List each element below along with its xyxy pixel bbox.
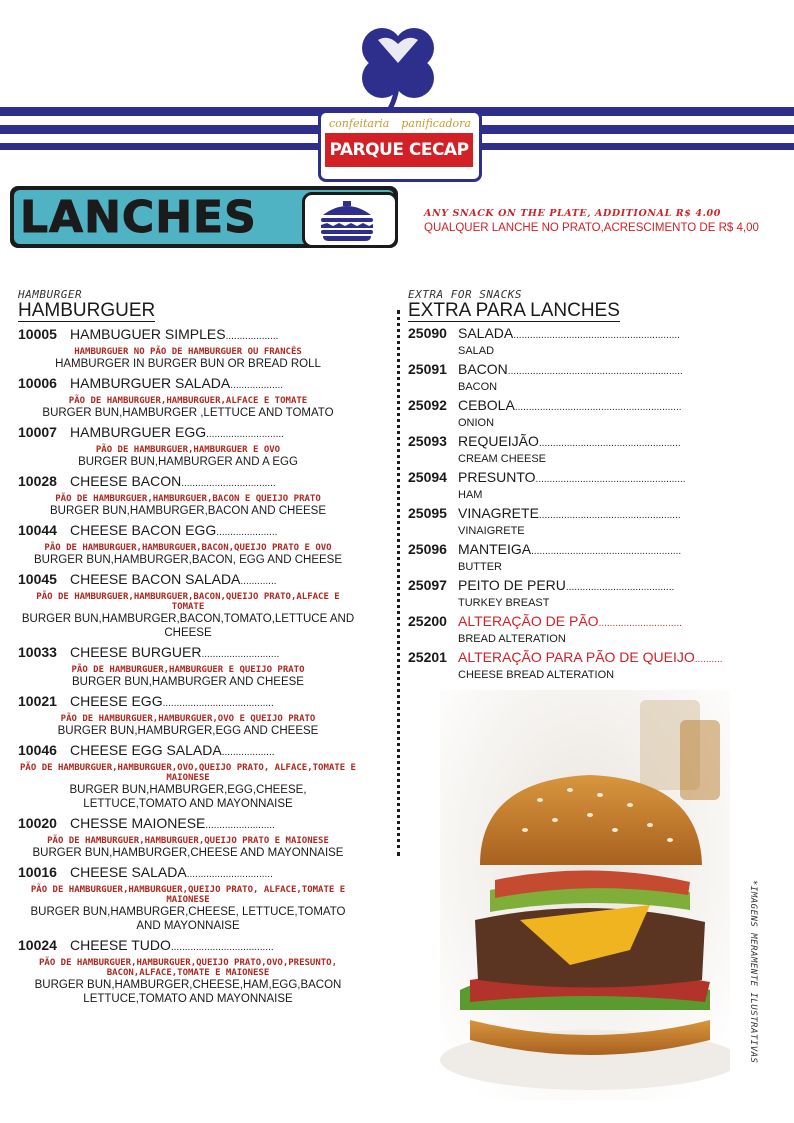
extra-name: BACON	[458, 361, 508, 377]
extra-code: 25092	[408, 397, 447, 413]
plate-note-en: ANY SNACK ON THE PLATE, ADDITIONAL R$ 4.00	[424, 208, 721, 219]
leader-dots: ............................................................	[514, 402, 682, 413]
section-title: LANCHES	[20, 192, 257, 243]
item-name: CHEESE BACON EGG	[70, 522, 217, 538]
menu-item	[18, 424, 398, 469]
leader-dots: ..............................	[598, 618, 682, 629]
leader-dots: ............................	[201, 649, 280, 660]
leader-dots: ............................	[206, 429, 284, 440]
extras-section	[408, 288, 738, 682]
extra-item-line	[408, 433, 738, 452]
item-code: 10005	[18, 326, 57, 342]
item-description-pt: PÃO DE HAMBURGUER,HAMBURGUER,QUEIJO PRATO,OVO,PRESUNTO, BACON,ALFACE,TOMATE E MAIONESE	[38, 958, 337, 978]
item-code: 10016	[18, 864, 57, 880]
leader-dots: ......................................................	[531, 546, 682, 557]
item-name: CHEESE SALADA	[70, 864, 187, 880]
leader-dots: ...................	[230, 380, 284, 391]
extra-item	[408, 577, 738, 610]
item-description-en: BURGER BUN,HAMBURGER,CHEESE AND MAYONNAISE	[32, 847, 344, 859]
leader-dots: .............	[240, 576, 277, 587]
extra-item-line	[408, 577, 738, 596]
extra-description-en: BACON	[458, 381, 498, 393]
extra-item	[408, 469, 738, 502]
item-description-pt: PÃO DE HAMBURGUER,HAMBURGUER,QUEIJO PRATO E MAIONESE	[47, 836, 329, 846]
extra-item	[408, 541, 738, 574]
extra-item-line	[408, 613, 738, 632]
leader-dots: .........................	[205, 820, 275, 831]
leader-dots: ...............................	[186, 869, 273, 880]
extras-label-en: EXTRA FOR SNACKS	[408, 288, 522, 301]
hamburger-section	[18, 288, 398, 1006]
menu-item-line	[18, 571, 398, 590]
hamburger-icon	[315, 199, 379, 241]
item-name: CHEESE BACON SALADA	[70, 571, 241, 587]
extra-description-en: TURKEY BREAST	[458, 597, 550, 609]
extra-description-en: VINAIGRETE	[458, 525, 525, 537]
item-code: 10044	[18, 522, 57, 538]
leader-dots: .....................................	[170, 942, 274, 953]
extra-code: 25096	[408, 541, 447, 557]
menu-item-line	[18, 937, 398, 956]
menu-item	[18, 571, 398, 640]
extra-code: 25093	[408, 433, 447, 449]
menu-item-line	[18, 375, 398, 394]
item-code: 10045	[18, 571, 57, 587]
item-name: CHESSE MAIONESE	[70, 815, 206, 831]
section-header	[10, 186, 398, 248]
menu-item-line	[18, 864, 398, 883]
extra-name: VINAGRETE	[458, 505, 539, 521]
item-description-pt: PÃO DE HAMBURGUER,HAMBURGUER,QUEIJO PRATO, ALFACE,TOMATE E MAIONESE	[30, 885, 346, 905]
menu-item	[18, 473, 398, 518]
menu-item-line	[18, 644, 398, 663]
extra-item-line	[408, 541, 738, 560]
extra-item-line	[408, 325, 738, 344]
item-description-pt: PÃO DE HAMBURGUER,HAMBURGUER,BACON,QUEIJO PRATO,ALFACE E TOMATE	[36, 592, 340, 612]
extra-item-line	[408, 469, 738, 488]
leader-dots: ..........	[694, 654, 723, 665]
brand-badge	[318, 110, 482, 182]
item-description-pt: PÃO DE HAMBURGUER,HAMBURGUER E QUEIJO PRATO	[71, 665, 305, 675]
hamburger-label-en: HAMBURGER	[18, 288, 83, 301]
item-description-pt: PÃO DE HAMBURGUER,HAMBURGUER,OVO,QUEIJO PRATO, ALFACE,TOMATE E MAIONESE	[20, 763, 356, 783]
extra-description-en: BREAD ALTERATION	[458, 633, 566, 645]
item-code: 10006	[18, 375, 57, 391]
menu-item-line	[18, 326, 398, 345]
item-description-en: BURGER BUN,HAMBURGER,CHEESE,HAM,EGG,BACON LETTUCE,TOMATO AND MAYONNAISE	[34, 979, 342, 1005]
item-description-pt: PÃO DE HAMBURGUER,HAMBURGUER,BACON,QUEIJO PRATO E OVO	[44, 543, 332, 553]
extra-code: 25091	[408, 361, 447, 377]
extra-item	[408, 397, 738, 430]
menu-item	[18, 522, 398, 567]
leader-dots: ...............................................................	[507, 366, 683, 377]
leader-dots: ...................................................	[538, 438, 681, 449]
extra-code: 25200	[408, 613, 447, 629]
hamburger-label-pt: HAMBURGUER	[18, 300, 156, 321]
item-description-en: BURGER BUN,HAMBURGER,EGG,CHEESE, LETTUCE,TOMATO AND MAYONNAISE	[69, 784, 307, 810]
item-description-pt: PÃO DE HAMBURGUER,HAMBURGUER,ALFACE E TOMATE	[68, 396, 308, 406]
extra-description-en: HAM	[458, 489, 483, 501]
plate-note	[424, 208, 784, 234]
hamburger-icon-badge	[302, 192, 398, 248]
burger-photo	[440, 690, 730, 1100]
extra-name: ALTERAÇÃO DE PÃO	[458, 613, 599, 629]
extra-item-line	[408, 397, 738, 416]
brand-left-tag: confeitaria	[329, 117, 390, 130]
extra-description-en: CHEESE BREAD ALTERATION	[458, 669, 615, 681]
menu-item	[18, 326, 398, 371]
extra-item-line	[408, 649, 738, 668]
item-description-en: BURGER BUN,HAMBURGER,EGG AND CHEESE	[57, 725, 319, 737]
leader-dots: ...................	[225, 331, 279, 342]
extra-name: REQUEIJÃO	[458, 433, 539, 449]
extra-code: 25090	[408, 325, 447, 341]
extra-description-en: SALAD	[458, 345, 495, 357]
plate-note-pt: QUALQUER LANCHE NO PRATO,ACRESCIMENTO DE R$ 4,00	[424, 222, 759, 234]
extra-name: ALTERAÇÃO PARA PÃO DE QUEIJO	[458, 649, 695, 665]
item-description-en: BURGER BUN,HAMBURGER,BACON,TOMATO,LETTUCE AND CHEESE	[21, 613, 355, 639]
brand-right-tag: panificadora	[401, 117, 471, 130]
leader-dots: ...................................................	[538, 510, 681, 521]
leader-dots: ..................................	[181, 478, 276, 489]
leader-dots: ............................................................	[513, 330, 680, 341]
extra-name: SALADA	[458, 325, 514, 341]
item-description-pt: PÃO DE HAMBURGUER,HAMBURGUER,OVO E QUEIJO PRATO	[60, 714, 316, 724]
extra-code: 25094	[408, 469, 447, 485]
extra-item	[408, 505, 738, 538]
leader-dots: ........................................	[162, 698, 274, 709]
item-name: CHEESE EGG SALADA	[70, 742, 222, 758]
item-description-en: BURGER BUN,HAMBURGER ,LETTUCE AND TOMATO	[42, 407, 334, 419]
item-description-en: BURGER BUN,HAMBURGER,BACON AND CHEESE	[49, 505, 327, 517]
extra-item	[408, 649, 738, 682]
menu-item	[18, 693, 398, 738]
menu-item-line	[18, 473, 398, 492]
item-description-pt: PÃO DE HAMBURGUER,HAMBURGUER E OVO	[95, 445, 281, 455]
item-code: 10007	[18, 424, 57, 440]
extra-description-en: ONION	[458, 417, 495, 429]
item-description-en: BURGER BUN,HAMBURGER AND CHEESE	[72, 676, 304, 688]
item-description-pt: HAMBURGUER NO PÃO DE HAMBURGUER OU FRANCÊS	[74, 347, 302, 357]
item-description-en: BURGER BUN,HAMBURGER,BACON, EGG AND CHEESE	[34, 554, 342, 566]
item-description-en: BURGER BUN,HAMBURGER,CHEESE, LETTUCE,TOMATO AND MAYONNAISE	[30, 906, 346, 932]
extra-item-line	[408, 361, 738, 380]
menu-item	[18, 644, 398, 689]
leader-dots: .......................................	[565, 582, 675, 593]
menu-item-line	[18, 693, 398, 712]
leader-dots: ......................................................	[535, 474, 686, 485]
menu-item	[18, 375, 398, 420]
menu-item-line	[18, 742, 398, 761]
menu-item	[18, 864, 398, 933]
extra-name: CEBOLA	[458, 397, 515, 413]
brand-logo	[318, 20, 478, 160]
extra-description-en: BUTTER	[458, 561, 502, 573]
extra-name: PEITO DE PERU	[458, 577, 566, 593]
extra-name: PRESUNTO	[458, 469, 536, 485]
extra-code: 25095	[408, 505, 447, 521]
item-code: 10033	[18, 644, 57, 660]
extra-code: 25097	[408, 577, 447, 593]
leader-dots: ......................	[216, 527, 278, 538]
extras-label-pt: EXTRA PARA LANCHES	[408, 300, 620, 321]
extra-item	[408, 433, 738, 466]
item-code: 10046	[18, 742, 57, 758]
item-code: 10021	[18, 693, 57, 709]
item-code: 10020	[18, 815, 57, 831]
menu-item-line	[18, 522, 398, 541]
item-name: CHEESE BURGUER	[70, 644, 202, 660]
extra-item	[408, 325, 738, 358]
extra-item-line	[408, 505, 738, 524]
item-description-pt: PÃO DE HAMBURGUER,HAMBURGUER,BACON E QUEIJO PRATO	[55, 494, 321, 504]
leader-dots: ...................	[221, 747, 275, 758]
item-name: HAMBURGUER SALADA	[70, 375, 231, 391]
menu-item-line	[18, 815, 398, 834]
extra-name: MANTEIGA	[458, 541, 532, 557]
disclaimer: *IMAGENS MERAMENTE ILUSTRATIVAS	[748, 880, 758, 1064]
menu-item-line	[18, 424, 398, 443]
menu-item	[18, 742, 398, 811]
item-code: 10024	[18, 937, 57, 953]
clover-icon	[348, 20, 448, 115]
item-description-en: HAMBURGER IN BURGER BUN OR BREAD ROLL	[55, 358, 321, 370]
extra-item	[408, 361, 738, 394]
item-description-en: BURGER BUN,HAMBURGER AND A EGG	[78, 456, 298, 468]
item-name: CHEESE BACON	[70, 473, 182, 489]
menu-item	[18, 937, 398, 1006]
brand-name: PARQUE CECAP	[325, 133, 473, 167]
extra-item	[408, 613, 738, 646]
extra-description-en: CREAM CHEESE	[458, 453, 547, 465]
item-name: CHEESE TUDO	[70, 937, 171, 953]
menu-item	[18, 815, 398, 860]
item-name: HAMBUGUER SIMPLES	[70, 326, 226, 342]
item-name: HAMBURGUER EGG	[70, 424, 207, 440]
extra-code: 25201	[408, 649, 447, 665]
item-name: CHEESE EGG	[70, 693, 163, 709]
column-divider	[397, 310, 400, 856]
item-code: 10028	[18, 473, 57, 489]
